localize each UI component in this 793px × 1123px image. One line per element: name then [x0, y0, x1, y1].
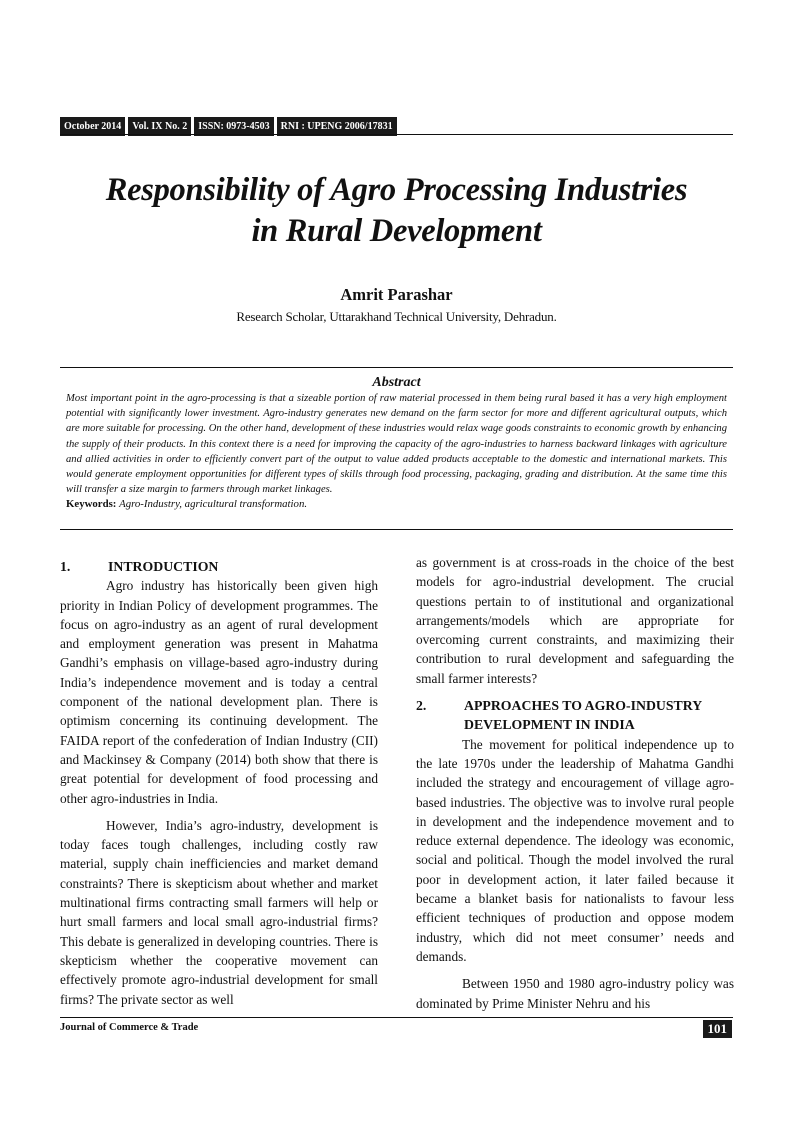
footer-rule — [60, 1017, 733, 1018]
volume-number: Vol. IX No. 2 — [128, 117, 191, 136]
keywords-text: Agro-Industry, agricultural transformation. — [119, 498, 308, 511]
keywords — [66, 497, 727, 512]
footer-journal-name: Journal of Commerce & Trade — [60, 1022, 199, 1033]
abstract-box — [60, 367, 733, 530]
right-column — [416, 553, 734, 1021]
section-2-heading — [416, 696, 734, 735]
rni-number: RNI : UPENG 2006/17831 — [277, 117, 397, 136]
author-name: Amrit Parashar — [340, 285, 453, 304]
paper-title — [40, 170, 753, 252]
section-2-number: 2. — [416, 698, 427, 714]
section-1-heading — [60, 557, 378, 576]
section-1-paragraph-1: Agro industry has historically been given high priority in Indian Policy of development programmes. The focus on agro-industry as an agent of rural development and employment generation was present in Mahatma Gandhi’s emphasis on village-based agro-industry during India’s independence movement and is today a central component of the national development plan. There is optimism concerning its continuing development. The FAIDA report of the confederation of Indian Industry (CII) and Mackinsey & Company (2014) both show that there is great potential for development of food processing and other agro-industries in India. — [60, 578, 378, 806]
section-1-paragraph-continued: as government is at cross-roads in the choice of the best models for agro-industrial development. The crucial questions pertain to of institutional and organizational arrangements/models which are appropriate for overcoming current constraints, and maximizing their contribution to rural development and safeguarding the small farmer interests? — [416, 555, 734, 686]
header-rule — [60, 134, 733, 135]
abstract-text: Most important point in the agro-processing is that a sizeable portion of raw material processed in them being rural based it has a very high employment potential with significantly lower investment. Agro-industry generates new demand on the farm sector for more and different agricultural outputs, which are more suitable for processing. On the other hand, development of these industries would relax wage goods constraints to economic growth by enhancing the supply of their products. In this context there is a need for improving the capacity of the agro-industries to harness backward linkages with agriculture and allied activities in order to efficiently convert part of the output to value added products acceptable to the domestic and international markets. This would generate employment opportunities for different types of skills through food processing, packaging, grading and distribution. At the same time this will transfer a size margin to farmers through market linkages. — [66, 393, 727, 496]
section-2-title: APPROACHES TO AGRO-INDUSTRY DEVELOPMENT IN INDIA — [464, 698, 702, 733]
section-1-paragraph-2: However, India’s agro-industry, development is today faces tough challenges, including costly raw material, supply chain inefficiencies and market demand constraints? There is skepticism about whether and market multinational firms contracting small farmers will help or hurt small farmers and local small agro-industrial firms? This debate is generalized in developing countries. There is skepticism whether the cooperative movement can effectively promote agro-industrial development for small firms? The private sector as well — [60, 817, 378, 1007]
keywords-label: Keywords: — [66, 498, 117, 511]
title-line-1: Responsibility of Agro Processing Industries — [105, 172, 688, 208]
abstract-heading: Abstract — [372, 375, 421, 390]
page-number: 101 — [703, 1020, 733, 1038]
title-line-2: in Rural Development — [251, 213, 542, 249]
issn: ISSN: 0973-4503 — [194, 117, 273, 136]
left-column — [60, 553, 378, 1017]
section-1-number: 1. — [60, 559, 71, 574]
issue-date: October 2014 — [60, 117, 125, 136]
section-1-title: INTRODUCTION — [108, 559, 219, 574]
section-2-paragraph-2: Between 1950 and 1980 agro-industry policy was dominated by Prime Minister Nehru and his — [416, 976, 734, 1011]
section-2-paragraph-1: The movement for political independence up to the late 1970s under the leadership of Mahatma Gandhi included the strategy and encouragement of village agro-based industries. The objective was to involve rural people in development and the independence movement and to reduce external dependence. The ideology was economic, social and political. Though the model involved the rural poor in development action, it later failed because it became a blanket basis for nationalists to favour less efficient techniques of production and oppose modem industry, which did not meet consumer’ needs and demands. — [416, 736, 734, 964]
author-affiliation: Research Scholar, Uttarakhand Technical University, Dehradun. — [236, 309, 557, 324]
